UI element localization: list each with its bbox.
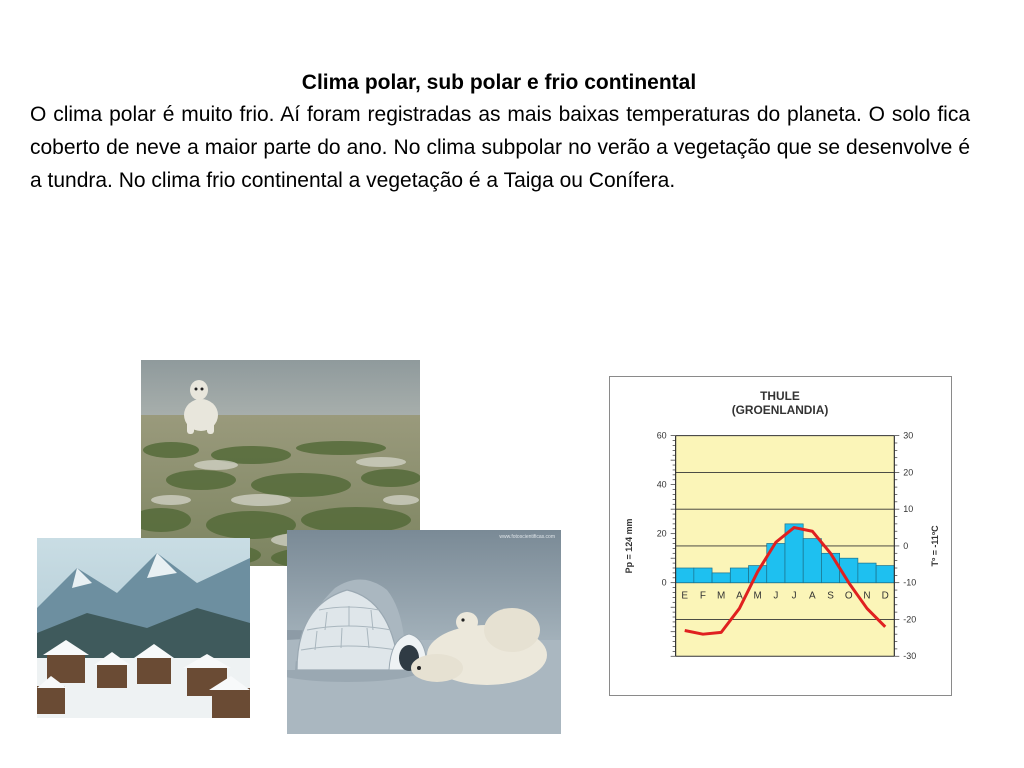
month-label: F [699,590,706,602]
left-tick-label: 20 [656,528,667,539]
month-label: A [809,590,816,602]
precipitation-bar [730,568,748,583]
climate-chart-svg [610,377,951,695]
igloo-polar-bears-photo [287,530,561,734]
watermark-text: www.fotoscientificas.com [499,534,555,540]
chart-title: THULE [760,388,800,403]
month-label: S [827,590,834,602]
left-tick-label: 40 [656,479,667,490]
left-axis-label: Pp = 124 mm [623,518,634,574]
month-label: J [791,590,797,602]
precipitation-bar [876,566,894,583]
month-label: D [881,590,889,602]
precipitation-bar [821,553,839,582]
left-tick-label: 60 [656,430,667,441]
precipitation-bar [858,563,876,583]
right-tick-label: -10 [903,577,917,588]
right-tick-label: 10 [903,504,914,515]
month-label: A [736,590,743,602]
right-tick-label: 30 [903,430,914,441]
precipitation-bar [767,543,785,582]
right-axis-label: Tº = -11ºC [930,525,941,567]
precipitation-bar [803,539,821,583]
precipitation-bar [694,568,712,583]
chart-subtitle: (GROENLANDIA) [731,402,829,417]
precipitation-bar [712,573,730,583]
month-label: M [753,590,762,602]
month-label: J [773,590,779,602]
precipitation-bar [676,568,694,583]
climate-chart [609,376,952,696]
slide-heading: Clima polar, sub polar e frio continental [301,71,697,94]
right-tick-label: -20 [903,614,917,625]
mountain-village-photo [37,538,250,718]
slide-body-text: O clima polar é muito frio. Aí foram registradas as mais baixas temperaturas do planeta. O solo fica coberto de neve a maior parte do ano. No clima subpolar no verão a vegetação que se desenvolve é a tundra. No clima frio continental a vegetação é a Taiga ou Conífera. [30,103,970,192]
right-tick-label: -30 [903,651,917,662]
month-label: O [844,590,853,602]
right-tick-label: 20 [903,467,914,478]
right-tick-label: 0 [903,540,909,551]
left-tick-label: 0 [661,577,667,588]
month-label: E [681,590,689,602]
month-label: N [863,590,871,602]
month-label: M [717,590,726,602]
